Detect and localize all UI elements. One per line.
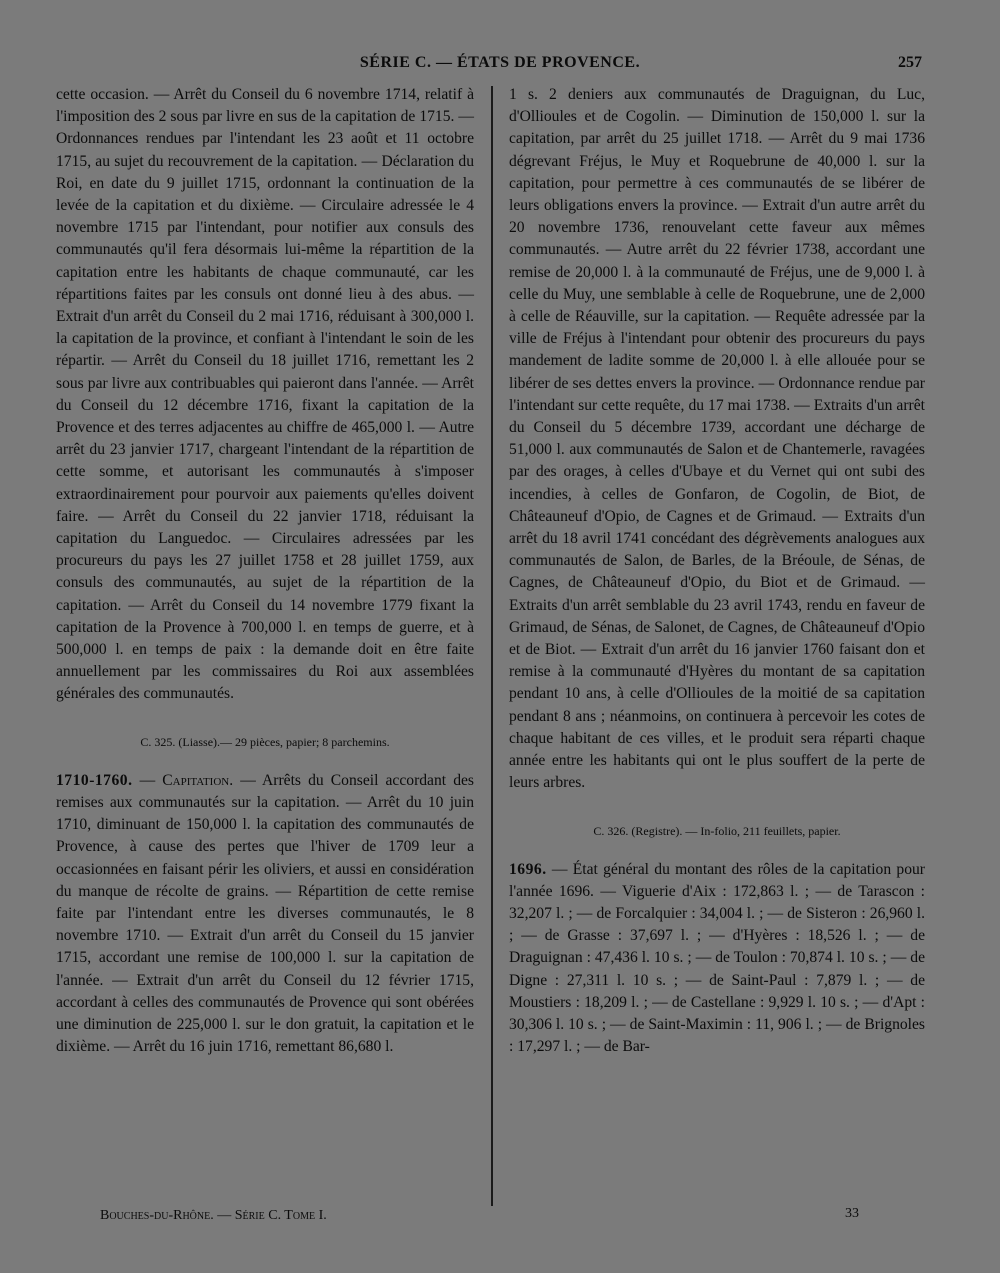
archive-cote-325: C. 325. (Liasse).— 29 pièces, papier; 8 parchemins.	[140, 734, 390, 749]
right-column	[509, 84, 925, 1058]
paragraph-continuation-right: 1 s. 2 deniers aux communautés de Draguignan, du Luc, d'Ollioules et de Cogolin. — Diminution de 150,000 l. sur la capitation, par arrêt du 25 juillet 1718. — Arrêt du 9 mai 1736 dégrevant Fréjus, le Muy et Roquebrune de 40,000 l. sur la capitation, pour permettre à ces communautés de se libérer de leurs obligations envers la province. — Extrait d'un autre arrêt du 20 novembre 1736, renouvelant cette faveur aux mêmes communautés. — Autre arrêt du 22 février 1738, accordant une remise de 20,000 l. à la communauté de Fréjus, une de 9,000 l. à celle du Muy, une semblable à celle de Roquebrune, une de 2,000 à celle de Réauville, sur la capitation. — Requête adressée par la ville de Fréjus à l'intendant pour obtenir des procureurs du pays mandement de ladite somme de 20,000 l. à elle allouée pour se libérer de ses dettes envers la province. — Ordonnance rendue par l'intendant sur cette requête, du 17 mai 1738. — Extraits d'un arrêt du Conseil du 5 décembre 1739, accordant une décharge de 51,000 l. aux communautés de Salon et de Chantemerle, ravagées par des orages, à celles d'Ubaye et du Vernet qui ont subi des incendies, à celles de Gonfaron, de Cogolin, de Biot, de Châteauneuf d'Opio, de Cagnes et de Grimaud. — Extraits d'un arrêt du 18 avril 1741 concédant des dégrèvements analogues aux communautés de Salon, de Barles, de la Bréoule, de Sénas, de Cagnes, de Châteauneuf d'Opio, du Biot et de Grimaud. — Extraits d'un arrêt semblable du 23 avril 1743, rendu en faveur de Grimaud, de Sénas, de Salonet, de Cagnes, de Châteauneuf d'Opio et de Biot. — Extrait d'un arrêt du 16 janvier 1760 faisant don et remise à la communauté d'Hyères du montant de sa capitation pendant 10 ans, à celle d'Ollioules de la moitié de sa capitation pendant 8 ans ; néanmoins, on continuera à percevoir les cotes de chaque habitant de ces villes, et le produit sera réparti chaque année entre les habitants qui ont le plus souffert de la perte de leurs arbres.	[509, 86, 925, 792]
footer-signature-number: 33	[845, 1206, 859, 1221]
entry-date: 1696.	[509, 860, 547, 878]
entry-subject: Capitation.	[162, 771, 234, 789]
entry-date: 1710-1760.	[56, 771, 133, 789]
footer-volume-label: Bouches-du-Rhône. — Série C. Tome I.	[100, 1208, 327, 1223]
entry-dash: —	[139, 771, 163, 789]
page-number: 257	[898, 54, 922, 71]
entry-text: — Arrêts du Conseil accordant des remises aux communautés sur la capitation. — Arrêt du 10 juin 1710, diminuant de 150,000 l. la capitation des communautés de Provence, à cause des pertes que l'hiver de 1709 leur a occasionnées en faisant périr les oliviers, et aussi en considération du manque de récolte de grains. — Répartition de cette remise faite par l'intendant entre les diverses communautés, le 8 novembre 1710. — Extrait d'un arrêt du Conseil du 15 janvier 1715, accordant une remise de 100,000 l. sur la capitation de l'année. — Extrait d'un arrêt du Conseil du 12 février 1715, accordant à celles des communautés de Provence qui sont obérées une diminution de 225,000 l. sur le don gratuit, la capitation et le dixième. — Arrêt du 16 juin 1716, remettant 86,680 l.	[56, 771, 474, 1056]
entry-capitation-1710-1760	[56, 770, 474, 1059]
archive-cote-326: C. 326. (Registre). — In-folio, 211 feuillets, papier.	[593, 823, 841, 838]
entry-text: — État général du montant des rôles de la capitation pour l'année 1696. — Viguerie d'Aix : 172,863 l. ; — de Tarascon : 32,207 l. ; — de Forcalquier : 34,004 l. ; — de Sisteron : 26,960 l. ; — de Grasse : 37,697 l. ; — d'Hyères : 18,526 l. ; — de Draguignan : 47,436 l. 10 s. ; — de Toulon : 70,874 l. 10 s. ; — de Digne : 27,311 l. 10 s. ; — de Saint-Paul : 7,879 l. ; — de Moustiers : 18,209 l. ; — de Castellane : 9,929 l. 10 s. ; — d'Apt : 30,306 l. 10 s. ; — de Saint-Maximin : 11, 906 l. ; — de Brignoles : 17,297 l. ; — de Bar-	[509, 860, 925, 1056]
column-divider	[491, 86, 493, 1206]
left-column	[56, 84, 474, 1058]
running-header-title: SÉRIE C. — ÉTATS DE PROVENCE.	[359, 54, 641, 71]
paragraph-continuation: cette occasion. — Arrêt du Conseil du 6 novembre 1714, relatif à l'imposition des 2 sous par livre en sus de la capitation de 1715. — Ordonnances rendues par l'intendant les 23 août et 11 octobre 1715, au sujet du recouvrement de la capitation. — Déclaration du Roi, en date du 9 juillet 1715, ordonnant la continuation de la levée de la capitation et du dixième. — Circulaire adressée le 4 novembre 1715 par l'intendant, pour notifier aux consuls des communautés qu'il fera désormais lui-même la répartition de la capitation entre les habitants de chaque communauté, car les répartitions faites par les consuls ont donné lieu à des abus. — Extrait d'un arrêt du Conseil du 2 mai 1716, réduisant à 300,000 l. la capitation de la province, et confiant à l'intendant le soin de les répartir. — Arrêt du Conseil du 18 juillet 1716, remettant les 2 sous par livre aux contribuables qui paieront dans l'année. — Arrêt du Conseil du 12 décembre 1716, fixant la capitation de la Provence et des terres adjacentes au chiffre de 465,000 l. — Autre arrêt du 23 janvier 1717, chargeant l'intendant de la répartition de cette somme, et autorisant les communautés à s'imposer extraordinairement pour pourvoir aux paiements qu'elles doivent faire. — Arrêt du Conseil du 22 janvier 1718, réduisant la capitation du Languedoc. — Circulaires adressées par les procureurs du pays les 27 juillet 1758 et 28 juillet 1759, aux consuls des communautés, au sujet de la répartition de la capitation. — Arrêt du Conseil du 14 novembre 1779 fixant la capitation de la Provence à 700,000 l. en temps de guerre, et à 500,000 l. en temps de paix : la demande doit en être faite annuellement par les commissaires du Roi aux assemblées générales des communautés.	[56, 86, 474, 703]
entry-etat-general-1696	[509, 859, 925, 1059]
